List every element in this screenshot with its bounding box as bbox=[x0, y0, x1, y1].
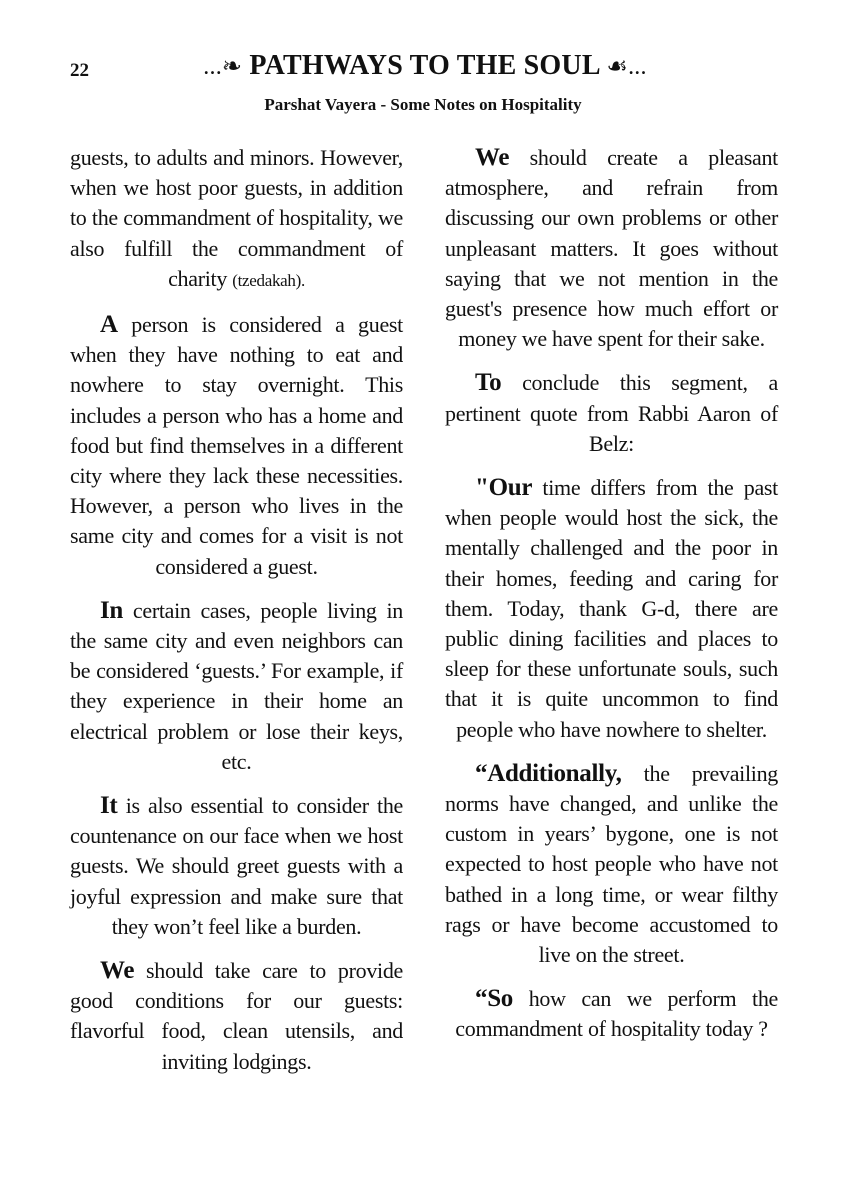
paragraph bbox=[70, 596, 403, 777]
paragraph-text: certain cases, people living in the same city and even neighbors can be considered ‘guests.’ For example, if they experience in their home an electrical problem or lose their keys, etc. bbox=[70, 597, 403, 774]
paragraph bbox=[445, 759, 778, 970]
paragraph-text: should take care to provide good conditions for our guests: flavorful food, clean utensils, and inviting lodgings. bbox=[70, 958, 403, 1074]
paragraph-text: guests, to adults and minors. However, when we host poor guests, in addition to the commandment of hospitality, we also fulfill the commandment of charity bbox=[70, 145, 403, 291]
paragraph-text: conclude this segment, a pertinent quote from Rabbi Aaron of Belz: bbox=[445, 370, 778, 456]
right-column bbox=[445, 143, 778, 1059]
paragraph bbox=[445, 368, 778, 459]
lead-word: In bbox=[100, 596, 124, 624]
lead-word: A bbox=[100, 311, 118, 339]
paragraph bbox=[70, 310, 403, 582]
page-number: 22 bbox=[70, 60, 89, 81]
paragraph-text: the prevailing norms have changed, and unlike the custom in years’ bygone, one is not expected to host people who have not bathed in a long time, or wear filthy rags or have become accustomed to live on the street. bbox=[445, 760, 778, 968]
paragraph-text: should create a pleasant atmosphere, and refrain from discussing our own problems or other unpleasant matters. It goes without saying that we not mention in the guest's presence how much effort or money we have spent for their sake. bbox=[445, 145, 778, 352]
paragraph bbox=[70, 143, 403, 296]
parenthetical-note: (tzedakah). bbox=[232, 270, 305, 290]
paragraph-text: time differs from the past when people would host the sick, the mentally challenged and the poor in their homes, feeding and caring for them. Today, thank G-d, there are public dining facilities and places to sleep for these unfortunate souls, such that it is quite uncommon to find people who have nowhere to shelter. bbox=[445, 475, 778, 742]
running-header bbox=[130, 50, 720, 82]
ornament-left-icon: ...❧ bbox=[203, 54, 243, 80]
lead-word: "Our bbox=[475, 474, 533, 502]
chapter-subtitle: Parshat Vayera - Some Notes on Hospitality bbox=[264, 95, 582, 114]
left-column bbox=[70, 143, 403, 1091]
paragraph bbox=[445, 143, 778, 354]
book-title: PATHWAYS TO THE SOUL bbox=[249, 50, 600, 81]
paragraph-text: person is considered a guest when they have nothing to eat and nowhere to stay overnight. This includes a person who has a home and food but find themselves in a different city where they lack these necessities. However, a person who lives in the same city and comes for a visit is not considered a guest. bbox=[70, 312, 403, 579]
paragraph bbox=[445, 473, 778, 745]
ornament-right-icon: ☙... bbox=[606, 54, 647, 80]
paragraph bbox=[70, 956, 403, 1077]
lead-word: We bbox=[475, 144, 510, 171]
paragraph-text: is also essential to consider the countenance on our face when we host guests. We should greet guests with a joyful expression and make sure that they won’t feel like a burden. bbox=[70, 793, 403, 939]
lead-word: To bbox=[475, 369, 502, 397]
lead-word: “Additionally, bbox=[475, 759, 622, 787]
lead-word: We bbox=[100, 957, 135, 985]
lead-word: “So bbox=[475, 985, 514, 1013]
paragraph bbox=[445, 984, 778, 1044]
paragraph-text: how can we perform the commandment of hospitality today ? bbox=[455, 986, 778, 1042]
paragraph bbox=[70, 791, 403, 942]
lead-word: It bbox=[100, 792, 118, 820]
